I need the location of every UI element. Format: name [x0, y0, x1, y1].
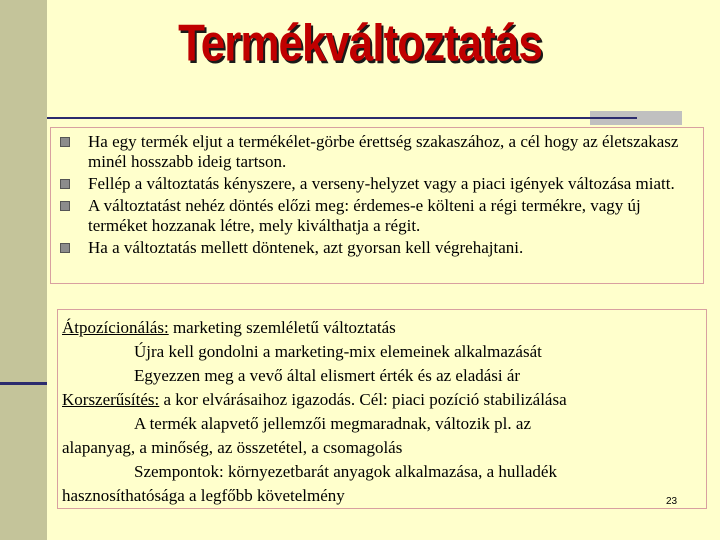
page-number: 23: [666, 496, 678, 507]
atpozicionalas-line: [62, 316, 698, 340]
text-line: A termék alapvető jellemzői megmaradnak, változik pl. az: [134, 414, 531, 433]
bullet-text: A változtatást nehéz döntés előzi meg: érdemes-e költeni a régi termékre, vagy új terméket hozzanak létre, mely kiválthatja a régit.: [88, 196, 641, 235]
bullet-text: Ha a változtatás mellett döntenek, azt gyorsan kell végrehajtani.: [88, 238, 524, 257]
content-text-box: [57, 309, 707, 509]
left-sidebar-band: [0, 0, 47, 540]
atpozicionalas-label: Átpozícionálás:: [62, 318, 169, 337]
title-rule: [47, 117, 637, 119]
text-line: Szempontok: környezetbarát anyagok alkalmazása, a hulladék: [134, 462, 557, 481]
bullet-text: Ha egy termék eljut a termékélet-görbe érettség szakaszához, a cél hogy az életszakasz minél hosszabb ideig tartson.: [88, 132, 679, 171]
text-line: Egyezzen meg a vevő által elismert érték és az eladási ár: [134, 366, 521, 385]
slide-title: Termékváltoztatás: [178, 14, 542, 73]
sidebar-accent-line: [0, 382, 47, 385]
text-line: alapanyag, a minőség, az összetétel, a csomagolás: [62, 438, 403, 457]
text-line: hasznosíthatósága a legfőbb követelmény: [62, 486, 345, 505]
bullet-item: [58, 132, 697, 172]
korszerusites-label: Korszerűsítés:: [62, 390, 160, 409]
atpozicionalas-text: marketing szemléletű változtatás: [168, 318, 396, 337]
text-line: Újra kell gondolni a marketing-mix elemeinek alkalmazását: [134, 342, 542, 361]
square-bullet-icon: [60, 201, 70, 211]
korszerusites-text: a kor elvárásaihoz igazodás. Cél: piaci pozíció stabilizálása: [159, 390, 567, 409]
bullet-item: [58, 238, 697, 258]
bullet-item: [58, 196, 697, 236]
bullet-item: [58, 174, 697, 194]
square-bullet-icon: [60, 243, 70, 253]
bullet-text: Fellép a változtatás kényszere, a verseny-helyzet vagy a piaci igények változása miatt.: [88, 174, 675, 193]
bullet-list-box: [50, 127, 704, 284]
square-bullet-icon: [60, 137, 70, 147]
korszerusites-line: [62, 388, 698, 412]
square-bullet-icon: [60, 179, 70, 189]
